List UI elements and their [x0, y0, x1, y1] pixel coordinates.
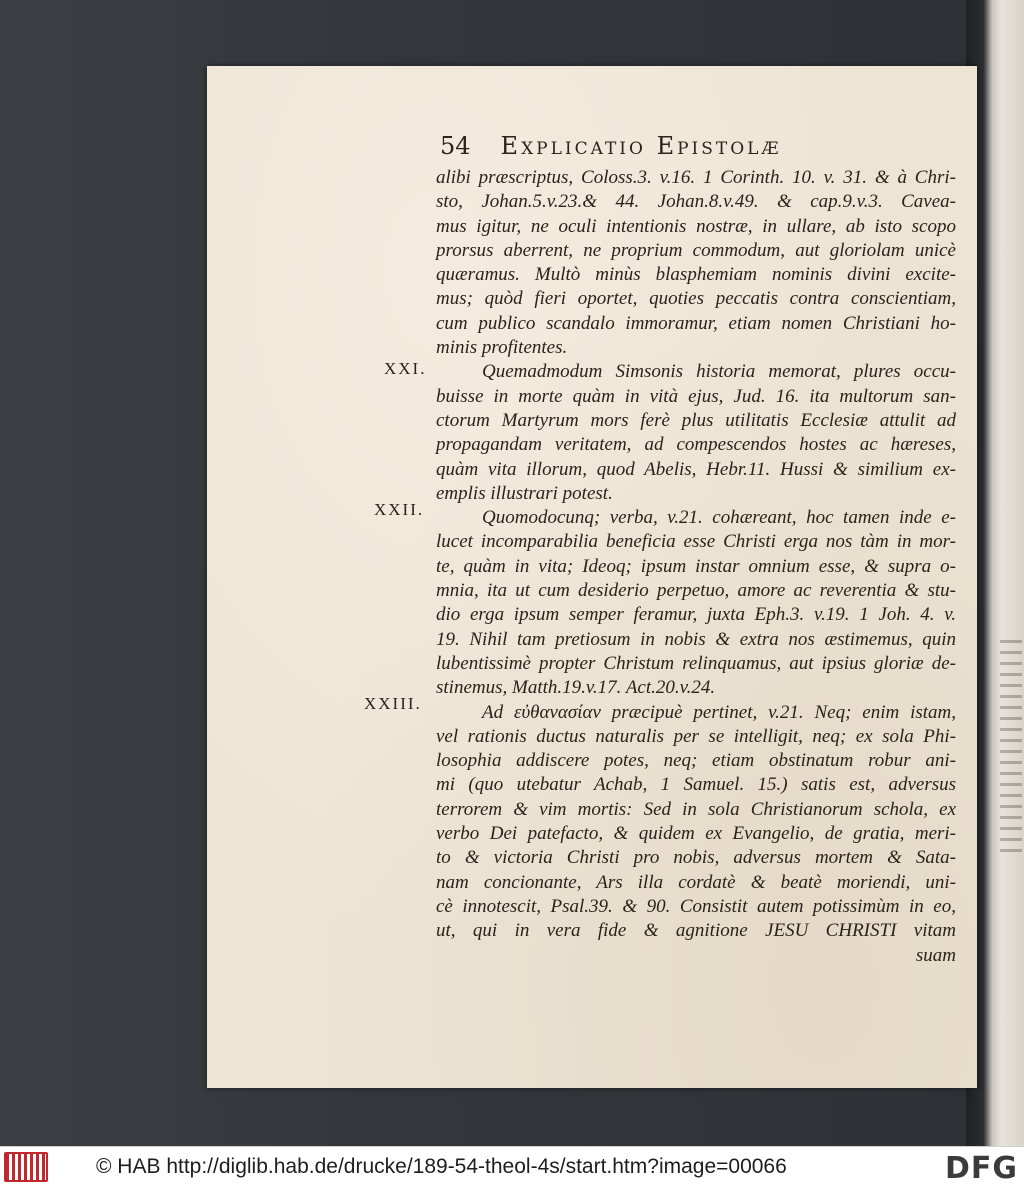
text-line: losophia addiscere potes, neq; etiam obstinatum robur ani- — [436, 750, 956, 772]
text-line: cè innotescit, Psal.39. & 90. Consistit autem potissimùm in eo, — [436, 895, 956, 917]
page-number: 54 — [440, 132, 471, 160]
paragraph-xxiii — [436, 701, 956, 944]
section-number-xxi: XXI. — [384, 359, 427, 378]
paragraph-continuation — [436, 166, 956, 360]
page-text-body — [436, 166, 956, 968]
text-line: minis profitentes. — [436, 337, 568, 359]
running-title: Explicatio Epistolæ — [500, 132, 782, 160]
text-line: quàm vita illorum, quod Abelis, Hebr.11. Hussi & similium ex- — [436, 458, 956, 480]
text-line: to & victoria Christi pro nobis, adversus mortem & Sata- — [436, 847, 956, 869]
dfg-logo-icon[interactable]: DFG — [944, 1151, 1018, 1186]
text-line: mi (quo utebatur Achab, 1 Samuel. 15.) satis est, adversus — [436, 774, 956, 796]
text-line: Quomodocunq; verba, v.21. cohæreant, hoc tamen inde e- — [482, 507, 956, 529]
text-line: vel rationis ductus naturalis per se intelligit, neq; ex sola Phi- — [436, 725, 956, 747]
text-line: mus; quòd fieri oportet, quoties peccatis contra conscientiam, — [436, 288, 956, 310]
catchword: suam — [915, 944, 956, 966]
text-line: lubentissimè propter Christum relinquamus, aut ipsius gloriæ de- — [436, 652, 956, 674]
facing-page-text-bleed — [1000, 640, 1022, 860]
section-number-xxiii: XXIII. — [364, 694, 422, 713]
text-line: Ad εὐθανασίαν præcipuè pertinet, v.21. Neq; enim istam, — [482, 701, 956, 723]
text-line: stinemus, Matth.19.v.17. Act.20.v.24. — [436, 677, 716, 699]
copyright-link[interactable]: © HAB http://diglib.hab.de/drucke/189-54-theol-4s/start.htm?image=00066 — [96, 1154, 787, 1178]
text-line: 19. Nihil tam pretiosum in nobis & extra nos æstimemus, quin — [436, 628, 956, 650]
text-line: emplis illustrari potest. — [436, 482, 613, 504]
text-line: nam concionante, Ars illa cordatè & beatè moriendi, uni- — [436, 871, 956, 893]
text-line: ctorum Martyrum mors ferè plus utilitatis Ecclesiæ attulit ad — [436, 409, 956, 431]
section-number-xxii: XXII. — [374, 500, 425, 519]
text-line: prorsus aberrent, ne proprium commodum, aut gloriolam unicè — [436, 239, 956, 261]
paragraph-xxii — [436, 506, 956, 700]
text-line: verbo Dei patefacto, & quidem ex Evangelio, de gratia, meri- — [436, 823, 956, 845]
text-line: Quemadmodum Simsonis historia memorat, plures occu- — [482, 361, 956, 383]
viewer-footer — [0, 1146, 1024, 1186]
text-line: mnia, ita ut cum desiderio perpetuo, amore ac reverentia & stu- — [436, 580, 956, 602]
hab-logo-icon[interactable] — [4, 1152, 48, 1182]
paragraph-xxi — [436, 360, 956, 506]
text-line: terrorem & vim mortis: Sed in sola Christianorum schola, ex — [436, 798, 956, 820]
text-line: dio erga ipsum semper feramur, juxta Eph.3. v.19. 1 Joh. 4. v. — [436, 604, 956, 626]
text-line: ut, qui in vera fide & agnitione JESU CHRISTI vitam — [436, 920, 956, 942]
text-line: lucet incomparabilia beneficia esse Christi erga nos tàm in mor- — [436, 531, 956, 553]
text-line: quæramus. Multò minùs blasphemiam nominis divini excite- — [436, 264, 956, 286]
text-line: buisse in morte quàm in vità ejus, Jud. 16. ita multorum san- — [436, 385, 956, 407]
text-line: alibi præscriptus, Coloss.3. v.16. 1 Corinth. 10. v. 31. & à Chri- — [436, 167, 956, 188]
text-line: te, quàm in vita; Ideoq; ipsum instar omnium esse, & supra o- — [436, 555, 956, 577]
text-line: mus igitur, ne oculi intentionis nostræ, in ullare, ab isto scopo — [436, 215, 956, 237]
text-line: sto, Johan.5.v.23.& 44. Johan.8.v.49. & cap.9.v.3. Cavea- — [436, 191, 956, 213]
page-header — [440, 132, 910, 166]
text-line: propagandam veritatem, ad compescendos hostes ac hæreses, — [436, 434, 956, 456]
text-line: cum publico scandalo immoramur, etiam nomen Christiani ho- — [436, 312, 956, 334]
